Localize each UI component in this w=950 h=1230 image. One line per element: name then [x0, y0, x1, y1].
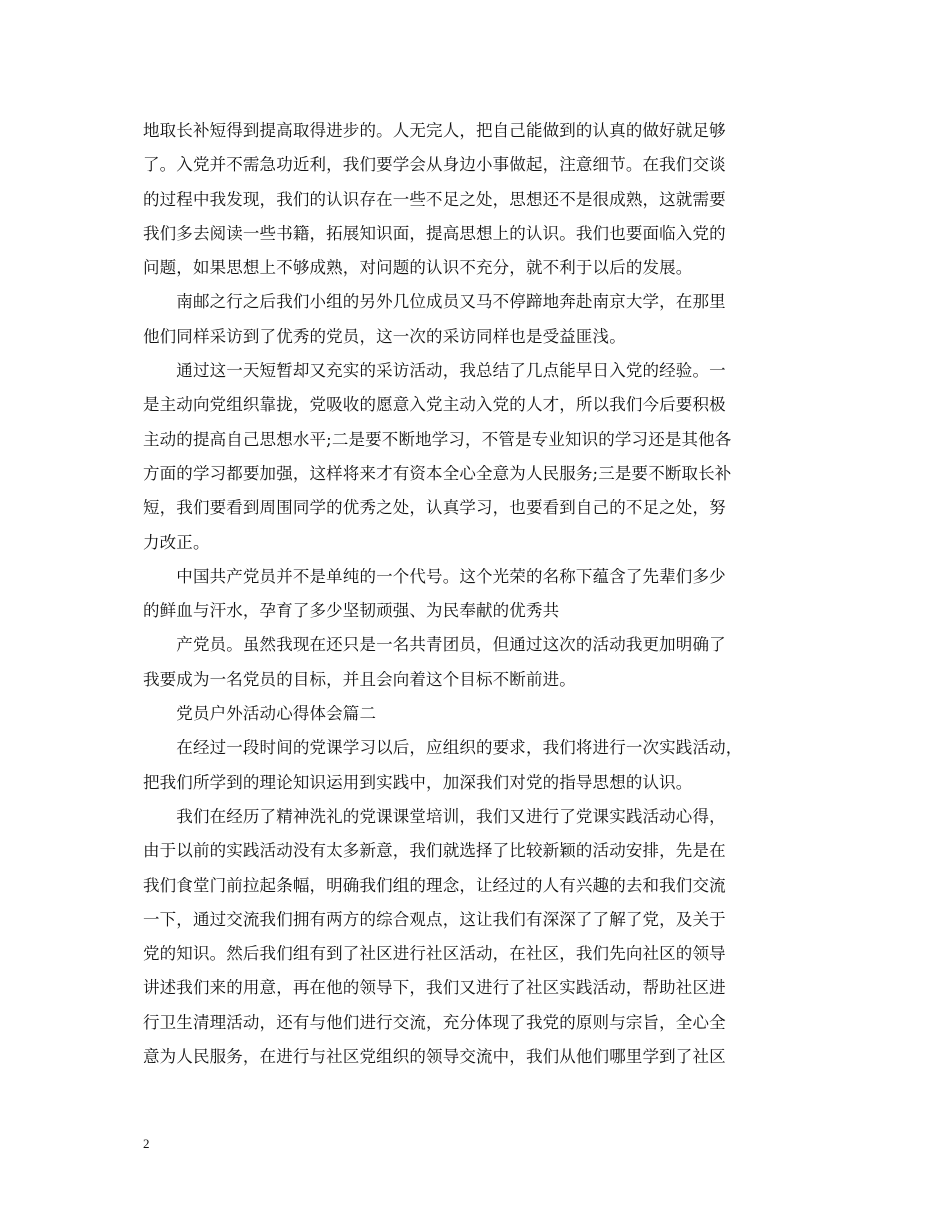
text-line: 讲述我们来的用意，再在他的领导下，我们又进行了社区实践活动，帮助社区进	[143, 978, 726, 998]
text-line: 我们在经历了精神洗礼的党课课堂培训，我们又进行了党课实践活动心得，	[143, 806, 726, 826]
text-line: 他们同样采访到了优秀的党员，这一次的采访同样也是受益匪浅。	[143, 326, 626, 346]
text-line: 我要成为一名党员的目标，并且会向着这个目标不断前进。	[143, 669, 576, 689]
text-line: 地取长补短得到提高取得进步的。人无完人，把自己能做到的认真的做好就足够	[143, 121, 726, 140]
text-line: 短，我们要看到周围同学的优秀之处，认真学习，也要看到自己的不足之处，努	[143, 498, 726, 518]
text-line: 一下，通过交流我们拥有两方的综合观点，这让我们有深深了了解了党，及关于	[143, 909, 726, 929]
text-line: 由于以前的实践活动没有太多新意，我们就选择了比较新颖的活动安排，先是在	[143, 841, 726, 861]
text-line: 主动的提高自己思想水平;二是要不断地学习，不管是专业知识的学习还是其他各	[143, 429, 732, 449]
text-line: 产党员。虽然我现在还只是一名共青团员，但通过这次的活动我更加明确了	[143, 635, 726, 655]
text-line: 是主动向党组织靠拢，党吸收的愿意入党主动入党的人才，所以我们今后要积极	[143, 395, 726, 415]
text-line: 行卫生清理活动，还有与他们进行交流，充分体现了我党的原则与宗旨，全心全	[143, 1012, 726, 1032]
text-line: 中国共产党员并不是单纯的一个代号。这个光荣的名称下蕴含了先辈们多少	[143, 566, 726, 586]
text-line: 我们食堂门前拉起条幅，明确我们组的理念，让经过的人有兴趣的去和我们交流	[143, 875, 726, 895]
text-line: 方面的学习都要加强，这样将来才有资本全心全意为人民服务;三是要不断取长补	[143, 463, 732, 483]
body-text	[143, 114, 813, 1074]
page-number: 2	[143, 1136, 150, 1151]
text-line: 通过这一天短暂却又充实的采访活动，我总结了几点能早日入党的经验。一	[143, 361, 726, 381]
text-line: 的鲜血与汗水，孕育了多少坚韧顽强、为民奉献的优秀共	[143, 601, 560, 621]
text-line: 我们多去阅读一些书籍，拓展知识面，提高思想上的认识。我们也要面临入党的	[143, 223, 726, 243]
text-line: 了。入党并不需急功近利，我们要学会从身边小事做起，注意细节。在我们交谈	[143, 155, 726, 175]
text-line: 力改正。	[143, 532, 210, 552]
text-line: 意为人民服务，在进行与社区党组织的领导交流中，我们从他们哪里学到了社区	[143, 1047, 726, 1067]
text-line: 的过程中我发现，我们的认识存在一些不足之处，思想还不是很成熟，这就需要	[143, 189, 726, 209]
text-line: 问题，如果思想上不够成熟，对问题的认识不充分，就不利于以后的发展。	[143, 258, 693, 278]
text-line: 把我们所学到的理论知识运用到实践中，加深我们对党的指导思想的认识。	[143, 772, 693, 792]
text-line: 在经过一段时间的党课学习以后，应组织的要求，我们将进行一次实践活动，	[143, 738, 743, 758]
text-line: 南邮之行之后我们小组的另外几位成员又马不停蹄地奔赴南京大学，在那里	[143, 292, 726, 312]
section-heading: 党员户外活动心得体会篇二	[143, 704, 377, 724]
text-line: 党的知识。然后我们组有到了社区进行社区活动，在社区，我们先向社区的领导	[143, 944, 726, 964]
